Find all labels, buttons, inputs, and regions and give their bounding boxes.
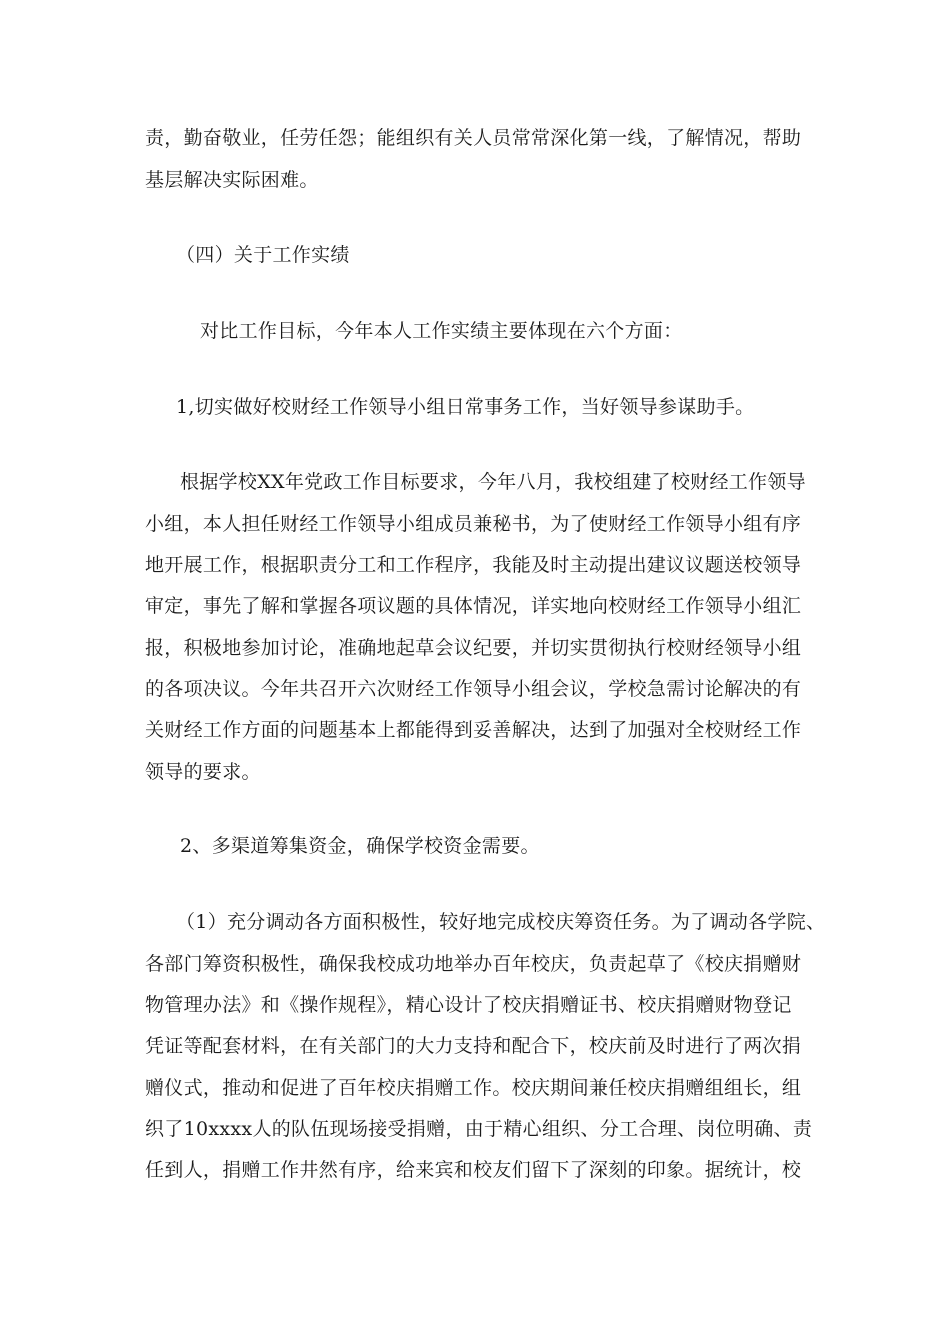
- text-line: 责，勤奋敬业，任劳任怨；能组织有关人员常常深化第一线，了解情况，帮助: [145, 127, 802, 149]
- text-line: 关财经工作方面的问题基本上都能得到妥善解决，达到了加强对全校财经工作: [145, 719, 802, 741]
- text-line: 基层解决实际困难。: [145, 169, 319, 191]
- text-line: 凭证等配套材料，在有关部门的大力支持和配合下，校庆前及时进行了两次捐: [145, 1035, 802, 1057]
- text-line: 领导的要求。: [145, 761, 261, 783]
- text-line: （1）充分调动各方面积极性，较好地完成校庆筹资任务。为了调动各学院、: [176, 911, 826, 933]
- text-line: 报，积极地参加讨论，准确地起草会议纪要，并切实贯彻执行校财经领导小组: [145, 637, 802, 659]
- section-heading: （四）关于工作实绩: [176, 244, 350, 266]
- text-line: 各部门筹资积极性，确保我校成功地举办百年校庆，负责起草了《校庆捐赠财: [145, 953, 802, 975]
- list-item-heading: 2、多渠道筹集资金，确保学校资金需要。: [180, 835, 540, 857]
- text-line: 赠仪式，推动和促进了百年校庆捐赠工作。校庆期间兼任校庆捐赠组组长，组: [145, 1077, 802, 1099]
- text-line: 根据学校XX年党政工作目标要求，今年八月，我校组建了校财经工作领导: [180, 471, 806, 493]
- list-item-heading: 1,切实做好校财经工作领导小组日常事务工作，当好领导参谋助手。: [176, 396, 755, 418]
- text-line: 地开展工作，根据职责分工和工作程序，我能及时主动提出建议议题送校领导: [145, 554, 802, 576]
- text-line: 的各项决议。今年共召开六次财经工作领导小组会议，学校急需讨论解决的有: [145, 678, 802, 700]
- text-line: 任到人，捐赠工作井然有序，给来宾和校友们留下了深刻的印象。据统计，校: [145, 1159, 802, 1181]
- text-line: 物管理办法》和《操作规程》，精心设计了校庆捐赠证书、校庆捐赠财物登记: [145, 994, 792, 1016]
- text-line: 审定，事先了解和掌握各项议题的具体情况，详实地向校财经工作领导小组汇: [145, 595, 802, 617]
- text-line: 小组，本人担任财经工作领导小组成员兼秘书，为了使财经工作领导小组有序: [145, 513, 802, 535]
- text-line: 对比工作目标，今年本人工作实绩主要体现在六个方面：: [200, 320, 683, 342]
- text-line: 织了10xxxx人的队伍现场接受捐赠，由于精心组织、分工合理、岗位明确、责: [145, 1118, 813, 1140]
